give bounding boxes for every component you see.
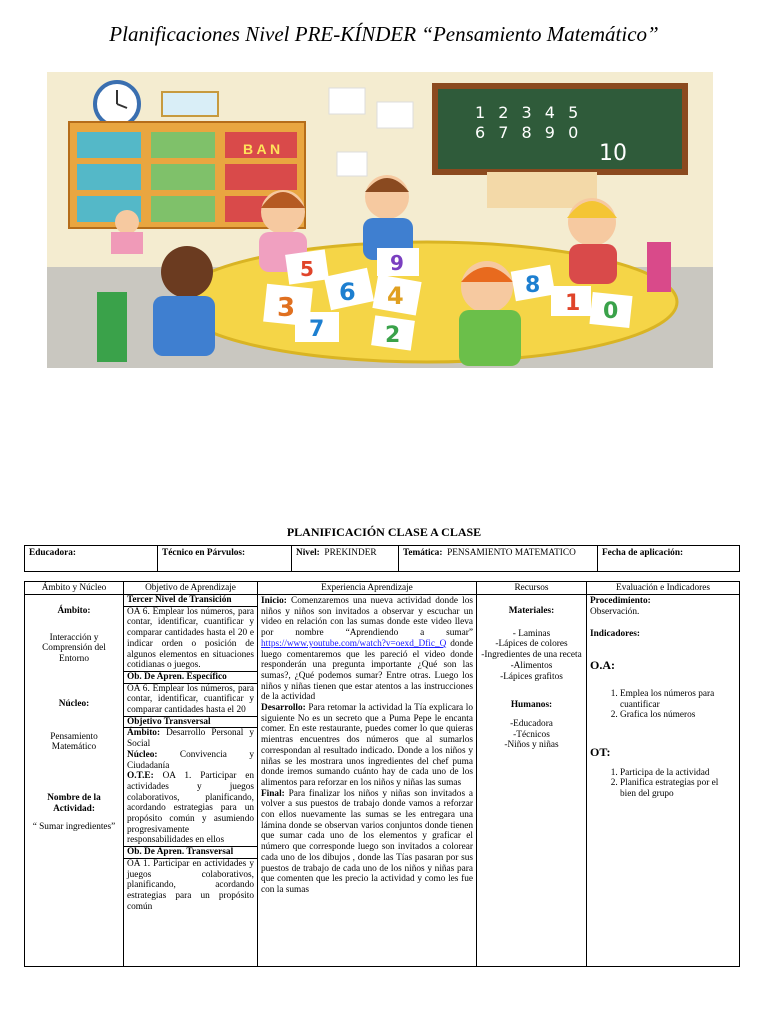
tercer-nivel-heading: Tercer Nivel de Transición xyxy=(124,595,257,607)
oa-item: 2. Grafica los números xyxy=(620,710,736,721)
desarrollo-paragraph: Desarrollo: Para retomar la actividad la Tía explicara lo siguiente No es un secreto que a Puma Pepe le encanta comer. En este restaurante, puedes comer lo que quieras mientras encuentres dos números que al sumarlos correspondan al resultado indicado. Donde a los niños y niñas se les mostrara unos ingredientes del chef puma donde iremos sumando cuánto hay de cada uno de los alimentos para reforzar en los niños y niñas las sumas xyxy=(261,703,473,788)
ot-list xyxy=(620,768,736,800)
header-objetivo: Objetivo de Aprendizaje xyxy=(124,582,258,595)
recursos-cell xyxy=(477,595,587,967)
materiales-item: -Alimentos xyxy=(510,660,553,671)
oa-list xyxy=(620,689,736,721)
planning-table xyxy=(24,581,740,967)
header-experiencia: Experiencia Aprendizaje xyxy=(258,582,477,595)
tematica-field: Temática: PENSAMIENTO MATEMATICO xyxy=(399,546,598,572)
materiales-label: Materiales: xyxy=(508,606,555,616)
humanos-list xyxy=(480,719,583,751)
educadora-field: Educadora: xyxy=(25,546,158,572)
card-5: 5 xyxy=(300,257,314,281)
indicadores-label: Indicadores: xyxy=(590,629,640,640)
materiales-list xyxy=(480,629,583,683)
document-title: Planificaciones Nivel PRE-KÍNDER “Pensamiento Matemático” xyxy=(109,22,659,46)
card-7: 7 xyxy=(309,317,325,342)
card-0: 0 xyxy=(603,299,619,324)
materiales-item: -Lápices de colores xyxy=(495,639,568,650)
oa-item: 1. Emplea los números para cuantificar xyxy=(620,689,736,710)
objetivo-cell xyxy=(124,595,258,967)
fecha-field: Fecha de aplicación: xyxy=(598,546,740,572)
card-3: 3 xyxy=(277,293,296,323)
ot-item: 1. Participa de la actividad xyxy=(620,768,736,779)
ot-item: 2. Planifica estrategias por el bien del grupo xyxy=(620,778,736,799)
oa6-especifico-text: OA 6. Emplear los números, para contar, identificar, cuantificar y comparar cantidades hasta el 20 xyxy=(127,683,254,716)
final-paragraph: Final: Para finalizar los niños y niñas son invitados a volver a sus puestos de trabajo donde vamos a reforzar con ellos nuevamente las sumas se les entregara una lámina donde se observan varios conjuntos donde tienen que sumar cada uno de los elementos y graficar el número que corresponde luego son invitados a colorear cada uno de los dibujos , donde las Tías pasaran por sus puestos de trabajo de cada uno de los niños y niñas para que comenten que les precio la actividad y como les fue con la sumas xyxy=(261,788,474,895)
nivel-field: Nivel: PREKINDER xyxy=(292,546,399,572)
humanos-item: -Técnicos xyxy=(513,729,550,740)
nucleo-label: Núcleo: xyxy=(58,698,90,709)
nucleo-value: Pensamiento Matemático xyxy=(50,731,98,753)
card-9: 9 xyxy=(390,251,404,275)
card-8: 8 xyxy=(525,273,541,298)
board-ten: 10 xyxy=(599,141,627,166)
oa-label: O.A: xyxy=(590,658,615,673)
evaluacion-cell xyxy=(587,595,740,967)
transversal-nucleo: Núcleo: Convivencia y Ciudadanía xyxy=(127,749,255,771)
board-row-1: 1 2 3 4 5 xyxy=(475,103,583,122)
ambito-label: Ámbito: xyxy=(57,606,91,616)
board-row-2: 6 7 8 9 0 xyxy=(475,123,583,142)
block-letters: B A N xyxy=(243,141,281,157)
ob-transversal-heading: Ob. De Apren. Transversal xyxy=(124,846,257,859)
ambito-nucleo-cell xyxy=(25,595,124,967)
humanos-label: Humanos: xyxy=(510,700,553,711)
header-ambito-nucleo: Ámbito y Núcleo xyxy=(25,582,124,595)
ot-label: OT: xyxy=(590,744,611,759)
header-recursos: Recursos xyxy=(477,582,587,595)
classroom-illustration xyxy=(47,72,713,368)
ambito-value: Interacción y Comprensión del Entorno xyxy=(42,632,106,665)
oa6-text: OA 6. Emplear los números, para contar, identificar, cuantificar y comparar cantidades hasta el 20 e indicar orden o posición de algunos elementos en situaciones cotidianas o juegos. xyxy=(127,606,254,671)
nombre-actividad-label: Nombre de la Actividad: xyxy=(47,792,101,814)
objetivo-transversal-heading: Objetivo Transversal xyxy=(124,716,257,729)
humanos-item: -Educadora xyxy=(510,718,553,729)
info-table xyxy=(24,545,740,572)
materiales-item: -Lápices grafitos xyxy=(500,671,563,682)
oa1-transversal-text: OA 1. Participar en actividades y juegos colaborativos, planificando, acordando estrategias para un propósito común xyxy=(127,858,254,912)
inicio-paragraph: Inicio: Comenzaremos una nueva actividad donde los niños y niños son invitados a observar y escuchar un video en relación con las sumas donde este video lleva por nombre “Aprendiendo a sumar” https://www.youtube.com/watch?v=oexd_Dfic_Q donde luego comentaremos que les pareció el video donde responderán una pregunta importante ¿Qué son las sumas?, ¿Qué podemos sumar? Entre otras. Luego los niños y niñas tienen que estar atentos a las instrucciones de la actividad xyxy=(261,596,474,703)
humanos-item: -Niños y niñas xyxy=(504,740,559,751)
procedimiento-value: Observación. xyxy=(590,606,640,617)
card-6: 6 xyxy=(339,278,356,306)
header-evaluacion: Evaluación e Indicadores xyxy=(587,582,740,595)
card-4: 4 xyxy=(387,282,404,310)
video-link[interactable]: https://www.youtube.com/watch?v=oexd_Dfic_Q xyxy=(261,638,447,649)
materiales-item: -Ingredientes de una receta xyxy=(481,650,582,661)
experiencia-cell xyxy=(258,595,477,967)
nombre-actividad-value: “ Sumar ingredientes” xyxy=(32,822,116,833)
tecnico-field: Técnico en Párvulos: xyxy=(158,546,292,572)
procedimiento-label: Procedimiento: xyxy=(590,596,651,606)
card-2: 2 xyxy=(385,323,401,348)
transversal-ote: O.T.E: OA 1. Participar en actividades y juegos colaborativos, planificando, acordando estrategias para un propósito común y asumiendo progresivamente responsabilidades en ellos xyxy=(127,771,254,846)
materiales-item: - Laminas xyxy=(512,628,551,639)
transversal-ambito: Ámbito: Desarrollo Personal y Social xyxy=(127,728,254,750)
card-1: 1 xyxy=(565,291,581,316)
ob-especifico-heading: Ob. De Apren. Específico xyxy=(124,671,257,684)
section-title: PLANIFICACIÓN CLASE A CLASE xyxy=(286,525,482,539)
